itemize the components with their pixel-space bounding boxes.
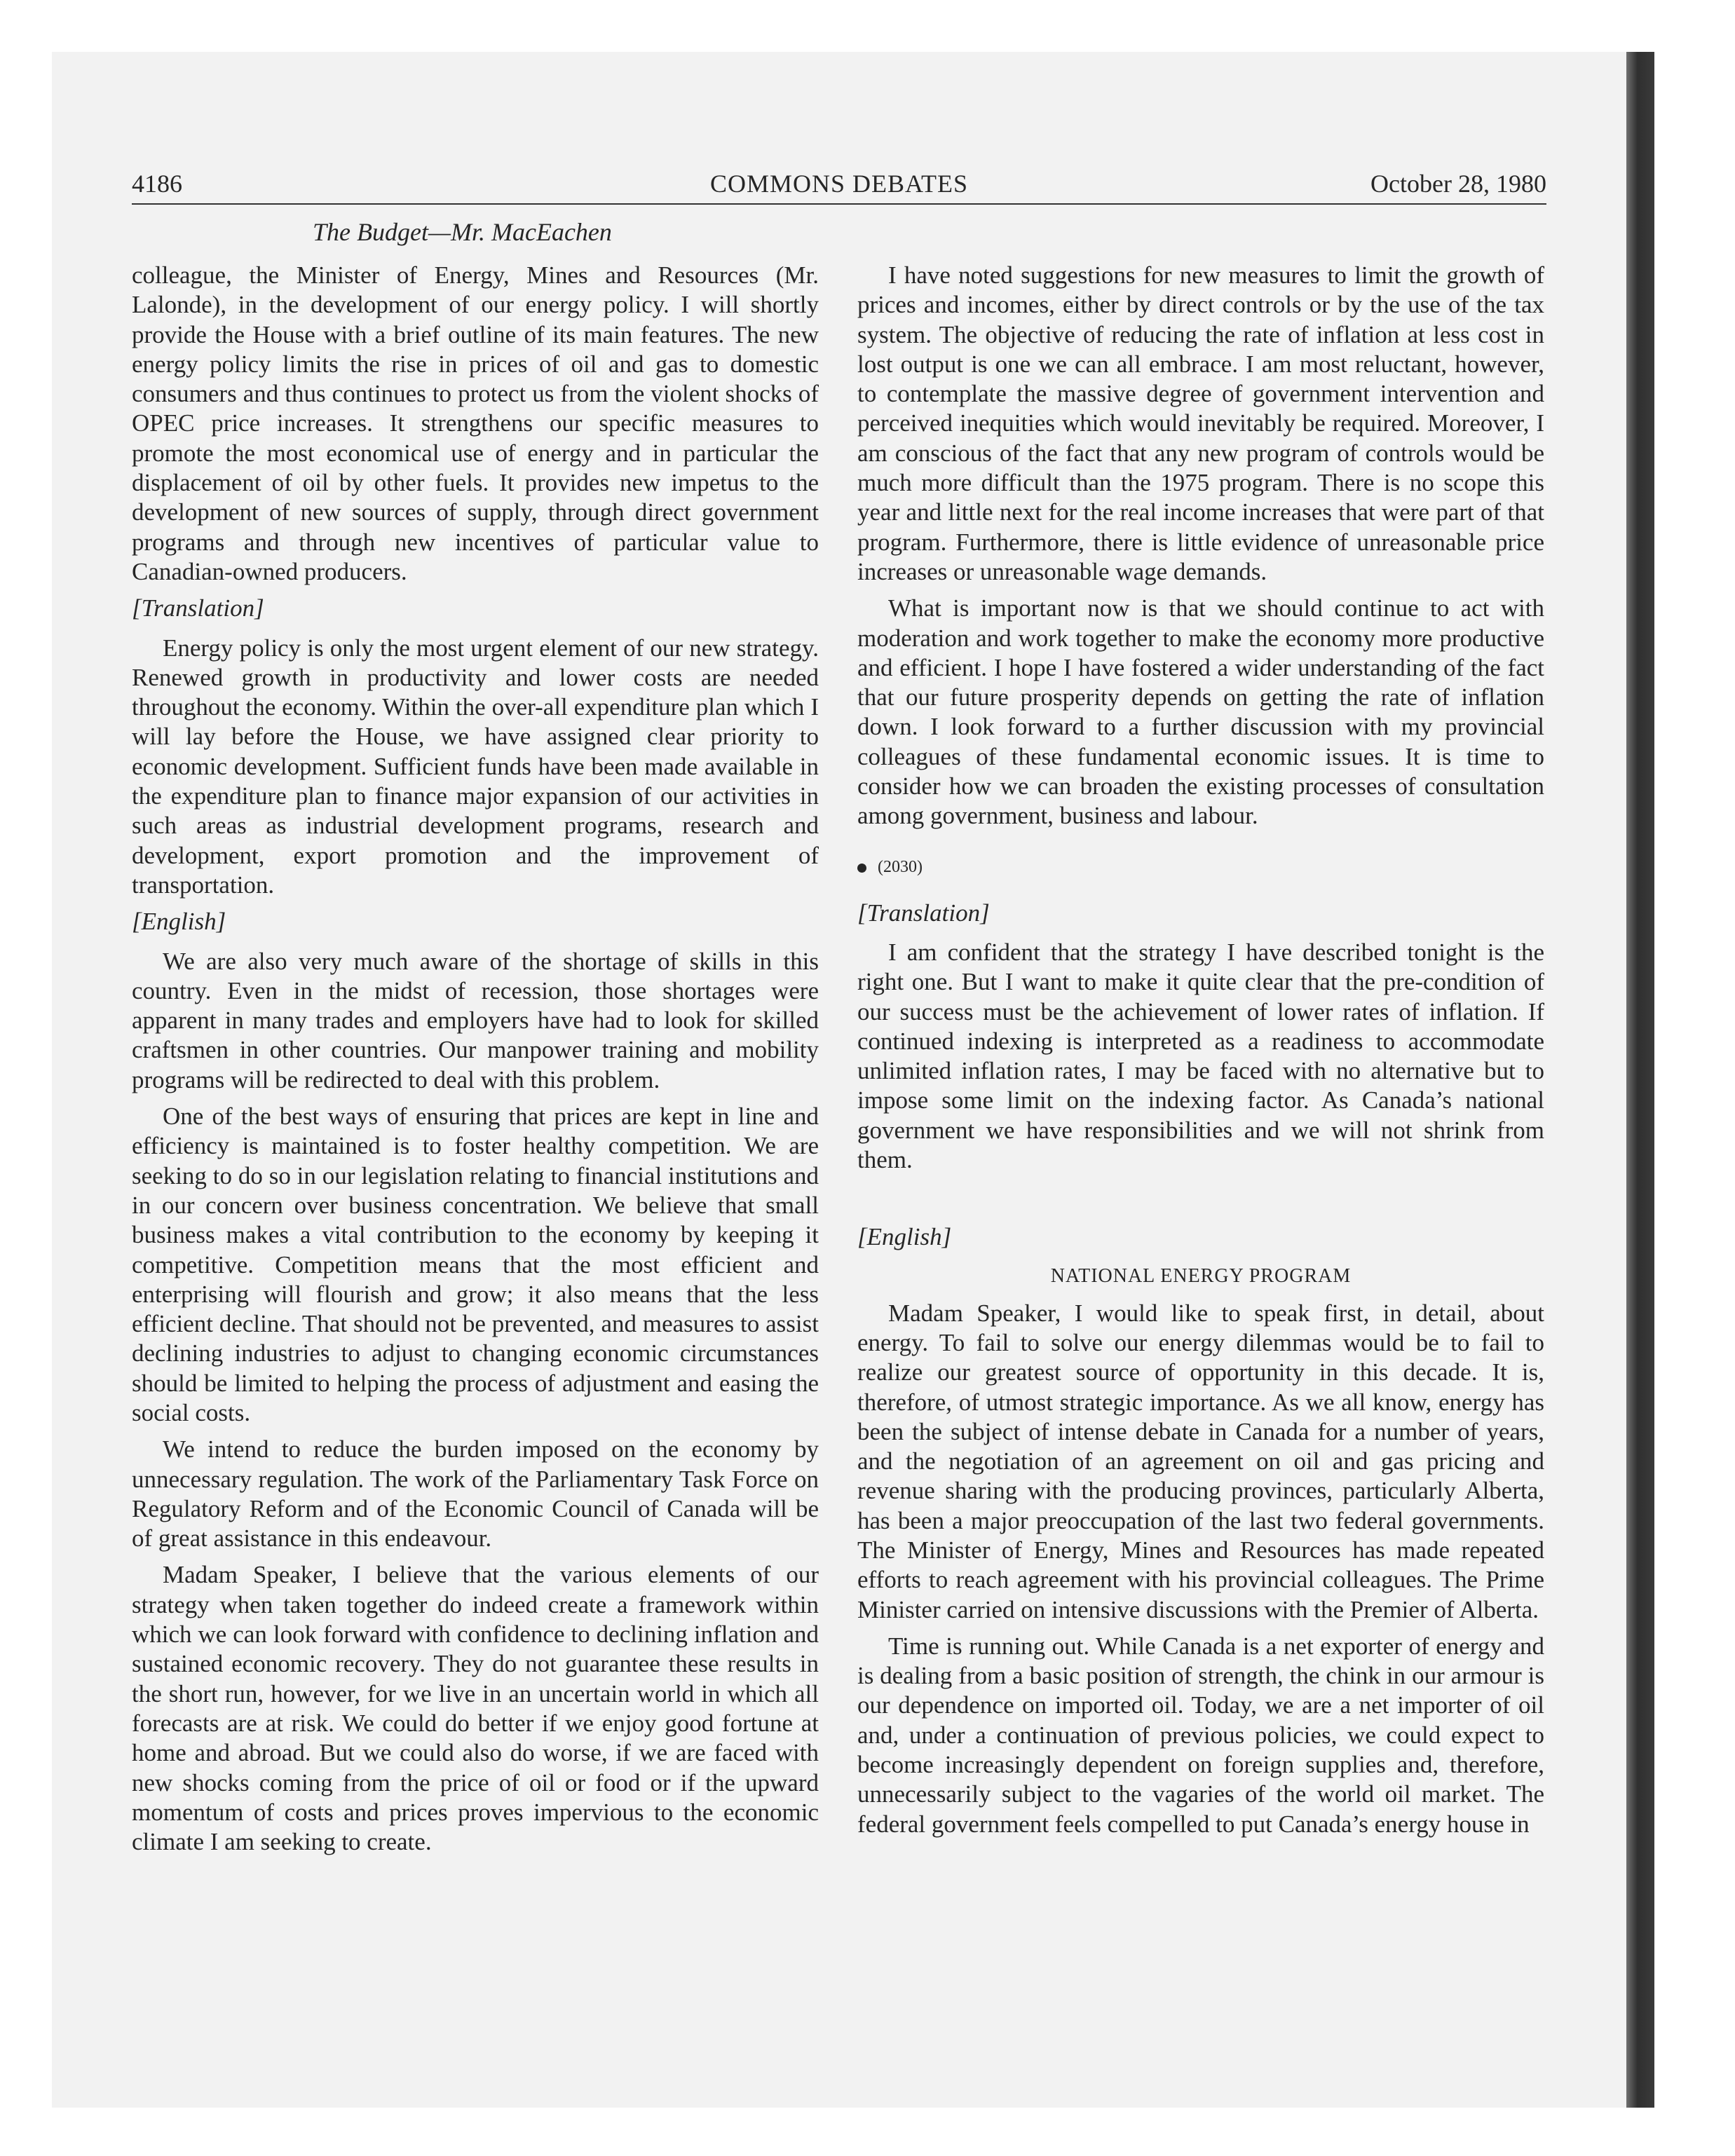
- page-number: 4186: [132, 170, 182, 198]
- page-header: [132, 167, 1546, 200]
- language-marker: [Translation]: [132, 594, 264, 622]
- right-column: [857, 261, 1544, 1839]
- language-marker: [Translation]: [857, 899, 990, 927]
- paragraph: We intend to reduce the burden imposed on the economy by unnecessary regulation. The work of the Parliamentary Task Force on Regulatory Reform and of the Economic Council of Canada will be of great assistance in this endeavour.: [132, 1435, 819, 1553]
- paragraph: What is important now is that we should continue to act with moderation and work together to make the economy more productive and efficient. I hope I have fostered a wider understanding of the fact that our future prosperity depends on getting the rate of inflation down. I look forward to a further discussion with my provincial colleagues of these fundamental economic issues. It is time to consider how we can broaden the existing processes of consultation among government, business and labour.: [857, 594, 1544, 830]
- language-marker: [English]: [132, 908, 226, 936]
- time-marker: [857, 857, 1544, 878]
- scan-edge-shadow: [1626, 52, 1654, 2108]
- language-marker: [English]: [857, 1223, 952, 1251]
- publication-title: COMMONS DEBATES: [709, 170, 969, 198]
- paragraph: We are also very much aware of the shortage of skills in this country. Even in the midst of recession, those shortages were apparent in many trades and employers have had to look for skilled craftsmen in other countries. Our manpower training and mobility programs will be redirected to deal with this problem.: [132, 947, 819, 1093]
- header-rule: [132, 203, 1546, 205]
- paragraph: I am confident that the strategy I have described tonight is the right one. But I want to make it quite clear that the pre-condition of our success must be the achievement of lower rates of inflation. If continued indexing is interpreted as a readiness to accommodate unlimited inflation rates, I may be faced with no alternative but to impose some limit on the indexing factor. As Canada’s national government we have responsibilities and we will not shrink from them.: [857, 938, 1544, 1174]
- paragraph: colleague, the Minister of Energy, Mines and Resources (Mr. Lalonde), in the development of our energy policy. I will shortly provide the House with a brief outline of its main features. The new energy policy limits the rise in prices of oil and gas to domestic consumers and thus continues to protect us from the violent shocks of OPEC price increases. It strengthens our specific measures to promote the most economical use of energy and in particular the displacement of oil by other fuels. It provides new impetus to the development of new sources of supply, through direct government programs and through new incentives of particular value to Canadian-owned producers.: [132, 261, 819, 585]
- spacer: [857, 1182, 1544, 1222]
- section-heading: NATIONAL ENERGY PROGRAM: [1050, 1264, 1352, 1287]
- time-marker-text: (2030): [878, 857, 923, 876]
- paragraph: One of the best ways of ensuring that prices are kept in line and efficiency is maintained is to foster healthy competition. We are seeking to do so in our legislation relating to financial institutions and in our concern over business concentration. We believe that small business makes a vital contribution to the economy by keeping it competitive. Competition means that the most efficient and enterprising will flourish and grow; it also means that the less efficient decline. That should not be prevented, and measures to assist declining industries to adjust to changing economic circumstances should be limited to helping the process of adjustment and easing the social costs.: [132, 1103, 819, 1426]
- bullet-dot-icon: [857, 864, 866, 873]
- paragraph: Madam Speaker, I believe that the various elements of our strategy when taken together do indeed create a framework within which we can look forward with confidence to declining inflation and sustained economic recovery. They do not guarantee these results in the short run, however, for we live in an uncertain world in which all forecasts are at risk. We could do better if we enjoy good fortune at home and abroad. But we could also do worse, if we are faced with new shocks coming from the price of oil or food or if the upward momentum of costs and prices proves impervious to the economic climate I am seeking to create.: [132, 1561, 819, 1856]
- paragraph: I have noted suggestions for new measures to limit the growth of prices and incomes, either by direct controls or by the use of the tax system. The objective of reducing the rate of inflation at less cost in lost output is one we can all embrace. I am most reluctant, however, to contemplate the massive degree of government intervention and perceived inequities which would inevitably be required. Moreover, I am conscious of the fact that any new program of controls would be much more difficult than the 1975 program. There is no scope this year and little next for the real income increases that were part of that program. Furthermore, there is little evidence of unreasonable price increases or unreasonable wage demands.: [857, 261, 1544, 585]
- publication-date: October 28, 1980: [1370, 170, 1546, 198]
- left-column: [132, 261, 819, 1857]
- paragraph: Madam Speaker, I would like to speak first, in detail, about energy. To fail to solve our energy dilemmas would be to fail to realize our greatest source of opportunity in this decade. It is, therefore, of utmost strategic importance. As we all know, energy has been the subject of intense debate in Canada for a number of years, and the negotiation of an agreement on oil and gas pricing and revenue sharing with the producing provinces, particularly Alberta, has been a major preoccupation of the last two federal governments. The Minister of Energy, Mines and Resources has made repeated efforts to reach agreement with his provincial colleagues. The Prime Minister carried on intensive discussions with the Premier of Alberta.: [857, 1299, 1544, 1623]
- paragraph: Energy policy is only the most urgent element of our new strategy. Renewed growth in productivity and lower costs are needed throughout the economy. Within the over-all expenditure plan which I will lay before the House, we have assigned clear priority to economic development. Sufficient funds have been made available in the expenditure plan to finance major expansion of our activities in such areas as industrial development programs, research and development, export promotion and the improvement of transportation.: [132, 634, 819, 899]
- running-head: The Budget—Mr. MacEachen: [313, 218, 612, 246]
- paragraph: Time is running out. While Canada is a net exporter of energy and is dealing from a basic position of strength, the chink in our armour is our dependence on imported oil. Today, we are a net importer of oil and, under a continuation of previous policies, we could expect to become increasingly dependent on foreign supplies and, therefore, unnecessarily subject to the vagaries of the world oil market. The federal government feels compelled to put Canada’s energy house in: [857, 1632, 1544, 1838]
